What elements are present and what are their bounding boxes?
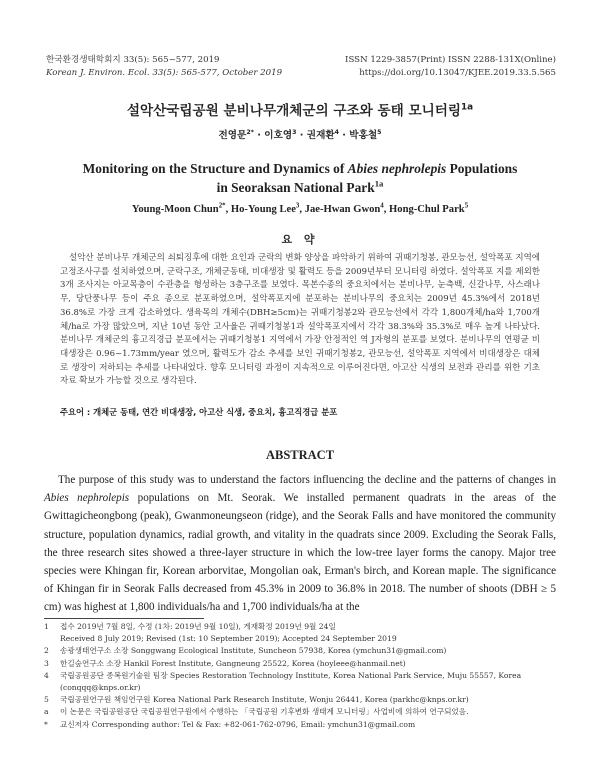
author-en-sup: 4 [380,202,384,210]
footnote-text: 국립공원연구원 책임연구원 Korea National Park Research Institute, Wonju 26441, Korea (parkhc@knps.or.kr) [60,695,469,705]
journal-citation-ko: 한국환경생태학회지 33(5): 565~577, 2019 [46,55,220,65]
author-en: Hong-Chul Park [389,204,465,215]
author-ko: 이호영 [264,130,293,141]
abstract-heading-english: ABSTRACT [265,448,335,462]
footnote-mark: 3 [44,658,49,668]
author-ko: 권재환 [306,130,335,141]
footnote-text: 이 논문은 국립공원공단 국립공원연구원에서 수행하는 「국립공원 기후변화 생태계 모니터링」사업비에 의하여 연구되었음. [60,707,469,717]
abstract-heading-korean: 요 약 [281,233,319,246]
title-korean [0,99,600,119]
footnote-mark: * [44,719,48,729]
doi-link[interactable]: https://doi.org/10.13047/KJEE.2019.33.5.565 [359,68,556,78]
author-en-sup: 5 [464,202,469,210]
footnote-text: 교신저자 Corresponding author: Tel & Fax: +82-061-762-0796, Email: ymchun31@gmail.com [60,719,416,729]
abstract-english-part: The purpose of this study was to understand the factors influencing the decline and the patterns of changes in [58,474,556,486]
footnote [44,694,564,706]
author-ko: 박홍철 [349,130,378,141]
author-ko-sup: 2* [246,128,254,136]
footnote-mark: 5 [44,695,49,705]
journal-citation-en: Korean J. Environ. Ecol. 33(5): 565-577, October 2019 [46,68,283,78]
footnote-mark: 2 [44,646,49,656]
author-ko: 전영문 [218,130,247,141]
title-english [0,159,600,197]
footnote [44,621,564,633]
footnote-text: 송광생태연구소 소장 Songgwang Ecological Institute, Suncheon 57938, Korea (ymchun31@gmail.com) [60,646,447,656]
title-english-line2: in Seoraksan National Park [216,180,375,195]
abstract-english-species: Abies nephrolepis [44,492,130,505]
author-en: Young-Moon Chun [131,204,219,215]
title-english-sup: 1a [374,178,384,189]
footnote [44,719,564,731]
author-en-sup: 2* [218,202,226,210]
abstract-korean: 설악산 분비나무 개체군의 쇠퇴징후에 대한 요인과 군락의 변화 양상을 파악하기 위하여 귀때기청봉, 관모능선, 설악폭포 지역에 고정조사구를 설치하였으며, 군락구조, 개체군동태, 비대생장 및 활력도 등을 2009년부터 모니터링 하였다. 설악폭포 지를 제외한 3개 조사지는 아교목층이 수관층을 형성하는 3층구조를 보였다. 목본수종의 중요치에서는 분비나무, 눈측백, 신갈나무, 사스래나무, 당단풍나무 등이 주요 종으로 분포하였으며, 설악폭포지에 분포하는 분비나무의 중요치는 2009년 45.3%에서 2018년 36.8%로 가장 크게 감소하였다. 생육목의 개체수(DBH≥5cm)는 귀때기청봉2와 관모능선에서 각각 1,800개체/ha와 1,700개체/ha로 가장 많았으며, 지난 10년 동안 고사율은 귀때기청봉1과 설악폭포지에서 각각 38.3%와 35.3%로 매우 높게 나타났다. 분비나무 개체군의 흉고직경급 분포에서는 귀때기청봉1 지역에서 가장 안정적인 역 J자형의 분포를 보였다. 분비나무의 연평균 비대생장은 0.96~1.73mm/year 였으며, 활력도가 감소 추세를 보인 귀때기청봉2, 관모능선, 설악폭포 지역에서 비대생장은 대체로 생장이 저하되는 추세를 나타내었다. 향후 모니터링 과정이 지속적으로 이루어진다면, 아고산 식생의 보전과 관리를 위한 기초자료 확보가 가능할 것으로 생각된다. [60,253,540,387]
title-english-species: Abies nephrolepis [347,161,447,176]
footnotes [44,621,564,731]
authors-korean [0,127,600,141]
footnote [44,645,564,657]
footnote [44,706,564,718]
author-ko-sup: 3 [292,128,297,136]
author-ko-sup: 5 [377,128,382,136]
footnote [44,658,564,670]
issn: ISSN 1229-3857(Print) ISSN 2288-131X(Online) [345,55,556,65]
author-separator: · [257,130,261,141]
author-en: Ho-Young Lee [230,204,296,215]
author-en: Jae-Hwan Gwon [304,204,381,215]
footnote [44,633,564,645]
author-separator: · [299,130,304,141]
journal-citation [46,54,282,80]
author-separator: · [342,130,346,141]
authors-english: Young-Moon Chun$^{2*}$, Ho-Young Lee$^3$, Jae-Hwan Gwon$^4$, Hong-Chul Park$^5$ [131,202,469,215]
footnote-text: 접수 2019년 7월 8일, 수정 (1차: 2019년 9월 10일), 게재확정 2019년 9월 24일 [60,622,336,631]
footnote-text: (conqqq@knps.or.kr) [60,683,141,693]
footnote [44,670,564,682]
author-ko-sup: 4 [334,128,339,136]
footnote [44,682,564,694]
footnote-divider [44,618,204,619]
footnote-text: 국립공원공단 종복원기술원 팀장 Species Restoration Technology Institute, Korea National Park Service, Muju 55557, Korea [60,670,522,680]
abstract-english [44,471,556,617]
title-korean-text: 설악산국립공원 분비나무개체군의 구조와 동태 모니터링 [126,103,461,119]
footnote-mark: 1 [44,622,49,631]
author-en-sup: 3 [295,202,300,210]
journal-identifiers [345,54,556,80]
abstract-english-part: populations on Mt. Seorak. We installed permanent quadrats in the areas of the Gwittagicheongbong (peak), Gwanmoneungseon (ridge), and the Seorak Falls and have monitored the community structure, population dynamics, radial growth, and vitality in the quadrats since 2009. Excluding the Seorak Falls, the three research sites showed a three-layer structure in which the low-tree layer forms the canopy. Major tree species were Khingan fir, Korean arborvitae, Mongolian oak, Erman's birch, and Korean maple. The significance of Khingan fir in Seorak Falls decreased from 45.3% in 2009 to 36.8% in 2018. The number of shoots (DBH ≥ 5 cm) was highest at 1,800 individuals/ha and 1,700 individuals/ha at the [44,492,557,614]
keywords-korean: 주요어 : 개체군 동태, 연간 비대생장, 아고산 식생, 중요치, 흉고직경급 분포 [60,407,338,417]
title-english-part: Monitoring on the Structure and Dynamics of [82,161,348,176]
footnote-mark: a [44,707,49,717]
footnote-mark: 4 [44,670,49,680]
title-korean-sup: 1a [460,102,474,113]
footnote-text: 한길숲연구소 소장 Hankil Forest Institute, Gangneung 25522, Korea (hoyleee@hanmail.net) [60,658,406,668]
footnote-text: Received 8 July 2019; Revised (1st: 10 September 2019); Accepted 24 September 2019 [60,634,397,644]
title-english-part: Populations [446,161,518,176]
